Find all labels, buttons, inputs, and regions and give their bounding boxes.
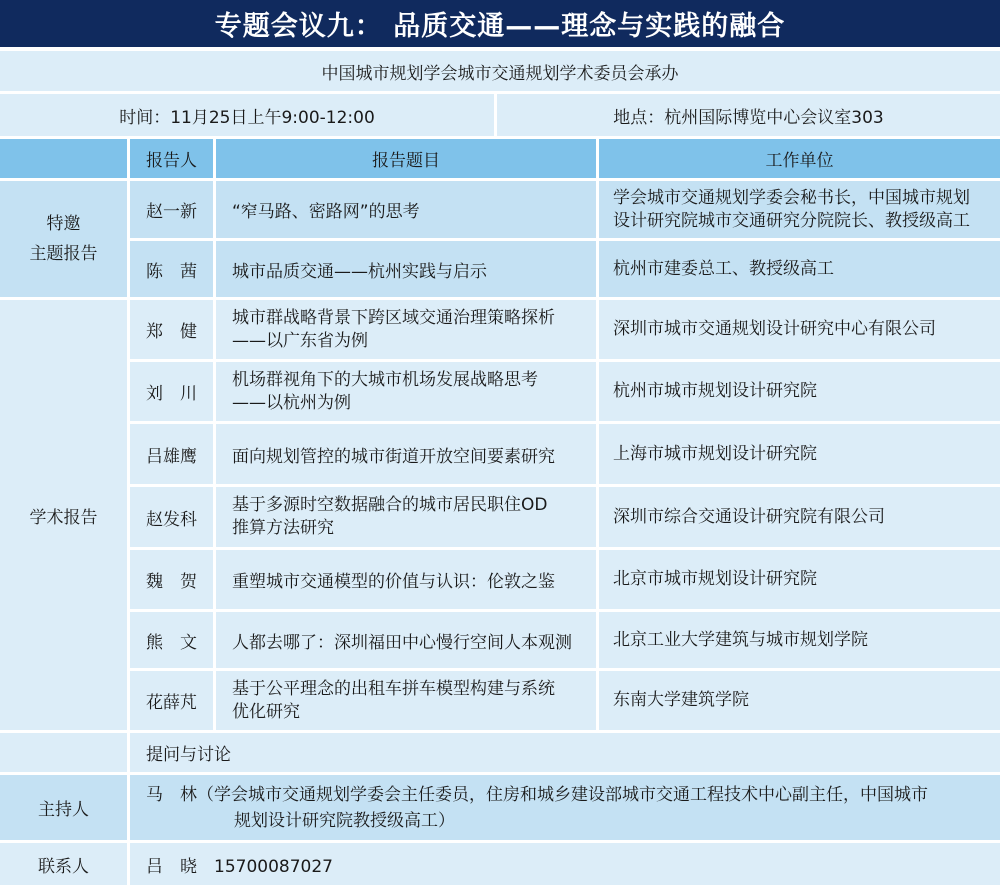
time-text: 时间：11月25日上午9:00-12:00 [119,107,375,128]
table-row-topic [216,550,596,609]
table-row-unit [599,550,1000,609]
topic-line1: 城市群战略背景下跨区域交通治理策略探析 [232,307,555,328]
topic-line2: 推算方法研究 [232,518,334,538]
speaker-name: 赵发科 [146,509,197,530]
speaker-name: 赵一新 [146,202,197,222]
topic-line2: ——以杭州为例 [232,392,351,413]
table-row-unit [599,487,1000,547]
invited-label-line2: 主题报告 [29,244,98,264]
table-row-speaker [130,424,213,484]
unit-text: 杭州市建委总工、教授级高工 [613,258,834,279]
table-row-speaker [130,612,213,668]
unit-text: 北京市城市规划设计研究院 [613,569,817,589]
table-row-speaker [130,300,213,359]
table-row-topic [216,487,596,547]
speaker-name: 熊 文 [146,632,197,653]
discussion-text: 提问与讨论 [146,745,231,765]
contact-label-cell [0,843,127,885]
organizer-text: 中国城市规划学会城市交通规划学术委员会承办 [321,63,679,84]
speaker-name: 吕雄鹰 [146,446,197,467]
contact-label: 联系人 [38,856,89,877]
table-row-unit [599,612,1000,668]
unit-text: 北京工业大学建筑与城市规划学院 [613,629,868,650]
academic-section-label [0,300,127,730]
header-speaker-label: 报告人 [146,151,197,171]
topic-text: 城市品质交通——杭州实践与启示 [232,261,487,282]
header-topic [216,139,596,178]
topic-line1: 重塑城市交通模型的价值与认识：伦敦之鉴 [232,572,555,592]
unit-line1: 学会城市交通规划学委会秘书长，中国城市规划 [613,187,970,208]
table-row-speaker [130,181,213,238]
topic-text: “窄马路、密路网”的思考 [232,202,420,222]
host-label: 主持人 [38,800,89,820]
unit-text: 上海市城市规划设计研究院 [613,443,817,464]
table-row-unit [599,300,1000,359]
organizer-cell [0,51,1000,91]
table-row-unit [599,671,1000,730]
table-row-topic [216,671,596,730]
discussion-blank [0,733,127,772]
table-row-speaker [130,671,213,730]
unit-text: 深圳市综合交通设计研究院有限公司 [613,506,885,527]
topic-line1: 基于公平理念的出租车拼车模型构建与系统 [232,678,555,699]
unit-text: 杭州市城市规划设计研究院 [613,381,817,401]
location-text: 地点：杭州国际博览中心会议室303 [613,107,884,128]
unit-text: 深圳市城市交通规划设计研究中心有限公司 [613,319,936,339]
topic-line1: 机场群视角下的大城市机场发展战略思考 [232,369,538,390]
host-line2: 规划设计研究院教授级高工） [234,810,455,831]
table-row-unit [599,181,1000,238]
speaker-name: 花薛芃 [146,693,197,713]
topic-line1: 人都去哪了：深圳福田中心慢行空间人本观测 [232,632,572,653]
host-cell [130,775,1000,840]
discussion-cell [130,733,1000,772]
header-speaker [130,139,213,178]
speaker-name: 魏 贺 [146,572,197,592]
unit-text: 东南大学建筑学院 [613,690,749,710]
table-row-topic [216,300,596,359]
speaker-name: 陈 茜 [146,261,197,282]
topic-line1: 基于多源时空数据融合的城市居民职住OD [232,495,548,515]
page-title: 专题会议九： 品质交通——理念与实践的融合 [0,0,1000,47]
topic-line2: 优化研究 [232,701,300,722]
host-line1: 马 林（学会城市交通规划学委会主任委员，住房和城乡建设部城市交通工程技术中心副主任，中国城市 [146,784,928,805]
invited-label-line1: 特邀 [46,214,81,234]
table-row-unit [599,424,1000,484]
table-row-topic [216,362,596,421]
header-blank [0,139,127,178]
table-row-speaker [130,550,213,609]
table-row-unit [599,241,1000,297]
table-row-speaker [130,487,213,547]
table-row-topic [216,241,596,297]
header-topic-label: 报告题目 [372,151,440,171]
contact-value: 吕 晓 15700087027 [146,856,333,877]
academic-label: 学术报告 [29,507,98,528]
table-row-topic [216,424,596,484]
table-row-speaker [130,362,213,421]
header-unit [599,139,1000,178]
table-row-topic [216,612,596,668]
topic-line2: ——以广东省为例 [232,330,368,351]
table-row-unit [599,362,1000,421]
location-cell [497,94,1000,136]
host-label-cell [0,775,127,840]
speaker-name: 刘 川 [146,384,197,404]
topic-line1: 面向规划管控的城市街道开放空间要素研究 [232,446,555,467]
time-cell [0,94,494,136]
table-row-topic [216,181,596,238]
table-row-speaker [130,241,213,297]
contact-cell [130,843,1000,885]
invited-section-label [0,181,127,297]
header-unit-label: 工作单位 [765,151,834,171]
speaker-name: 郑 健 [146,322,197,342]
unit-line2: 设计研究院城市交通研究分院院长、教授级高工 [613,210,970,231]
